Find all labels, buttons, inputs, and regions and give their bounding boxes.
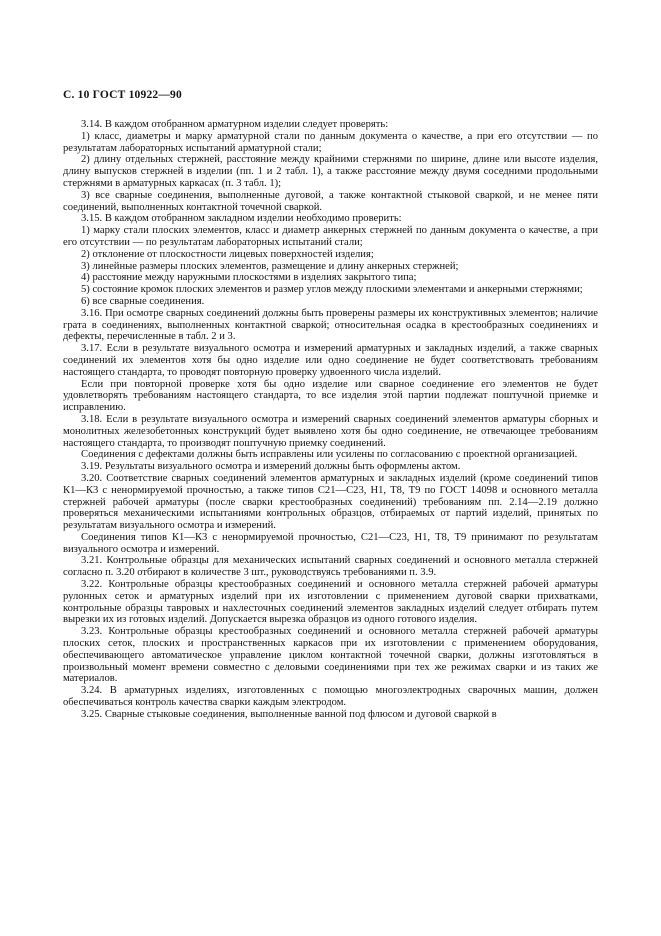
paragraph: 3.14. В каждом отобранном арматурном изделии следует проверять: <box>81 119 389 130</box>
paragraph: 4) расстояние между наружными плоскостями в изделиях закрытого типа; <box>81 272 417 284</box>
paragraph: 1) класс, диаметры и марку арматурной стали по данным документа о качестве, а при его отсутствии — по результатам лабораторных испытаний арматурной стали; <box>63 130 598 154</box>
paragraph: 3) все сварные соединения, выполненные дуговой, а также контактной стыковой сваркой, и не менее пяти соединений, выполненных контактной точечной сваркой. <box>63 189 598 213</box>
paragraph: 3.17. Если в результате визуального осмотра и измерений арматурных и закладных изделий, а также сварных соединений их элементов хотя бы одно изделие или одно соединение не будет соответствовать требованиям настоящего стандарта, то проводят повторную проверку удвоенного числа изделий. <box>63 343 598 378</box>
paragraph: 1) марку стали плоских элементов, класс и диаметр анкерных стержней по данным документа о качестве, а при его отсутствии — по результатам лабораторных испытаний стали; <box>63 225 598 248</box>
paragraph: Если при повторной проверке хотя бы одно изделие или сварное соединение его элементов не будет удовлетворять требованиям настоящего стандарта, то все изделия этой партии подлежат поштучной приемке и исправлению. <box>63 378 598 414</box>
paragraph: 3.18. Если в результате визуального осмотра и измерений сварных соединений элементов арматуры сборных и монолитных железобетонных конструкций будет выявлено хотя бы одно соединение, не отвечающее требованиям настоящего стандарта, то производят поштучную приемку соединений. <box>63 413 598 449</box>
paragraph: 3.24. В арматурных изделиях, изготовленных с помощью многоэлектродных сварочных машин, должен обеспечиваться контроль качества сварки каждым электродом. <box>63 685 598 709</box>
paragraph: 3.21. Контрольные образцы для механических испытаний сварных соединений и основного металла стержней согласно п. 3.20 отбирают в количестве 3 шт., руководствуясь требованиями п. 3.9. <box>63 555 598 579</box>
paragraph: 3.22. Контрольные образцы крестообразных соединений и основного металла стержней рабочей арматуры рулонных сеток и арматурных изделий при их изготовлении с применением дуговой сварки прихватками, контрольные образцы тавровых и нахлесточных соединений элементов закладных изделий следует отбирать путем вырезки их из готовых изделий. Допускается вырезка образцов из одного готового изделия. <box>63 579 598 626</box>
page-header: С. 10 ГОСТ 10922—90 <box>63 89 182 101</box>
paragraph: 3.25. Сварные стыковые соединения, выполненные ванной под флюсом и дуговой сваркой в <box>81 708 497 720</box>
paragraph: 3.19. Результаты визуального осмотра и измерений должны быть оформлены актом. <box>81 461 461 473</box>
paragraph: 3.20. Соответствие сварных соединений элементов арматурных и закладных изделий (кроме соединений типов К1—К3 с ненормируемой прочностью, а также типов С21—С23, Н1, Т8, Т9 по ГОСТ 14098 и основного металла стержней рабочей арматуры (после сварки крестообразных соединений) требованиям пп. 2.14—2.19 должно проверяться механическими испытаниями контрольных образцов, отбираемых от партий изделий, принятых по результатам визуального осмотра и измерений. <box>63 472 598 532</box>
paragraph: 3.15. В каждом отобранном закладном изделии необходимо проверить: <box>81 213 402 225</box>
document-body <box>63 119 598 721</box>
paragraph: 3.23. Контрольные образцы крестообразных соединений и основного металла стержней рабочей арматуры плоских сеток, плоских и пространственных каркасов при их изготовлении с применением оборудования, обеспечивающего автоматическое управление циклом контактной точечной сварки, должны изготовляться в произвольный момент времени совместно с деловыми соединениями при тех же режимах сварки и из таких же материалов. <box>63 626 598 685</box>
paragraph: 2) отклонение от плоскостности лицевых поверхностей изделия; <box>81 248 374 260</box>
paragraph: 3) линейные размеры плоских элементов, размещение и длину анкерных стержней; <box>81 260 459 272</box>
paragraph: 2) длину отдельных стержней, расстояние между крайними стержнями по ширине, длине или высоте изделия, длину выпусков стержней в изделии (пп. 1 и 2 табл. 1), а также расстояние между двумя соседними продольными стержнями в арматурных каркасах (п. 3 табл. 1); <box>63 154 598 189</box>
paragraph: Соединения типов К1—К3 с ненормируемой прочностью, С21—С23, Н1, Т8, Т9 принимают по результатам визуального осмотра и измерений. <box>63 531 598 555</box>
paragraph: 5) состояние кромок плоских элементов и размер углов между плоскими элементами и анкерными стержнями; <box>81 284 583 296</box>
paragraph: 6) все сварные соединения. <box>81 295 205 307</box>
paragraph: Соединения с дефектами должны быть исправлены или усилены по согласованию с проектной организацией. <box>81 449 578 461</box>
paragraph: 3.16. При осмотре сварных соединений должны быть проверены размеры их конструктивных элементов; наличие грата в соединениях, выполненных контактной сваркой; относительная осадка в крестообразных соединениях и дефекты, перечисленные в табл. 2 и 3. <box>63 307 598 343</box>
